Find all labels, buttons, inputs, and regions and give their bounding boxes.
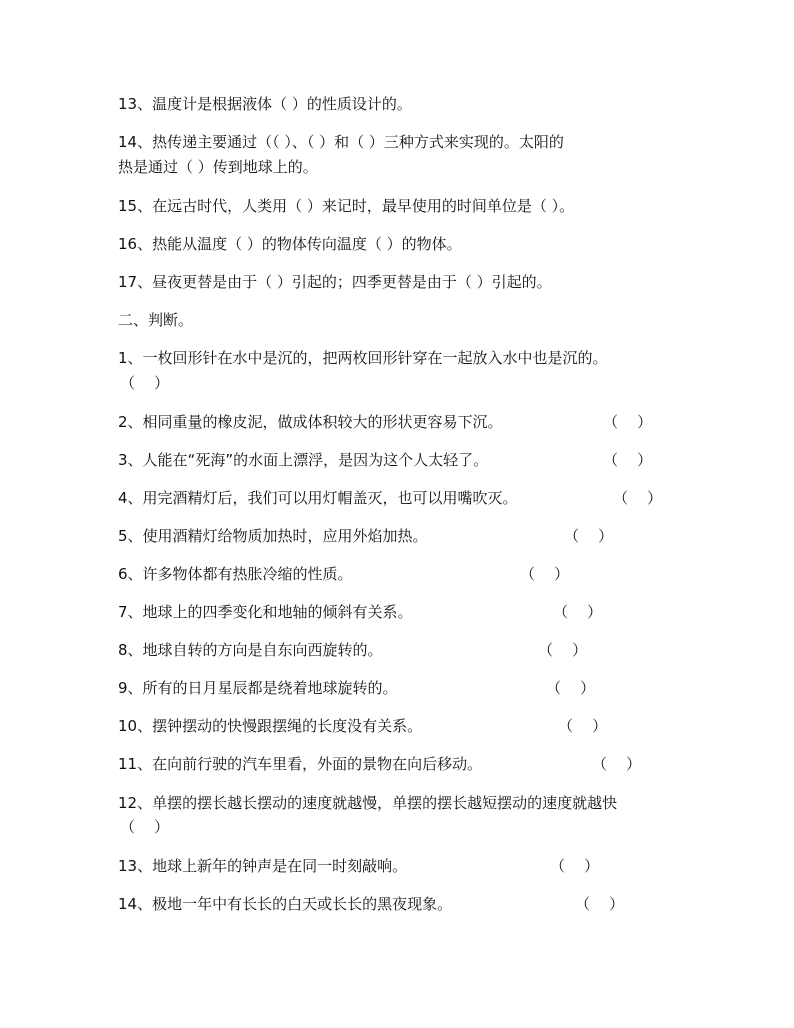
answer-blank-12[interactable]: （ ） (120, 818, 170, 836)
judge-item-9: 9、所有的日月星辰都是绕着地球旋转的。 (118, 679, 398, 697)
judge-item-6: 6、许多物体都有热胀冷缩的性质。 (118, 565, 353, 583)
answer-blank-9[interactable]: （ ） (546, 679, 596, 697)
judge-item-7: 7、地球上的四季变化和地轴的倾斜有关系。 (118, 603, 413, 621)
judge-item-4: 4、用完酒精灯后，我们可以用灯帽盖灭，也可以用嘴吹灭。 (118, 489, 518, 507)
judge-item-3: 3、人能在“死海”的水面上漂浮，是因为这个人太轻了。 (118, 451, 489, 469)
judge-item-14: 14、极地一年中有长长的白天或长长的黑夜现象。 (118, 895, 453, 913)
judge-item-1: 1、一枚回形针在水中是沉的，把两枚回形针穿在一起放入水中也是沉的。 (118, 349, 608, 367)
judge-item-2: 2、相同重量的橡皮泥，做成体积较大的形状更容易下沉。 (118, 413, 503, 431)
answer-blank-10[interactable]: （ ） (558, 717, 608, 735)
judge-item-8: 8、地球自转的方向是自东向西旋转的。 (118, 641, 383, 659)
answer-blank-11[interactable]: （ ） (592, 755, 642, 773)
answer-blank-4[interactable]: （ ） (613, 489, 663, 507)
answer-blank-3[interactable]: （ ） (603, 451, 653, 469)
answer-blank-7[interactable]: （ ） (553, 603, 603, 621)
answer-blank-5[interactable]: （ ） (564, 527, 614, 545)
answer-blank-2[interactable]: （ ） (603, 413, 653, 431)
judge-item-13: 13、地球上新年的钟声是在同一时刻敲响。 (118, 857, 408, 875)
judge-item-12: 12、单摆的摆长越长摆动的速度就越慢，单摆的摆长越短摆动的速度就越快 (118, 794, 618, 812)
answer-blank-13[interactable]: （ ） (550, 857, 600, 875)
answer-blank-1[interactable]: （ ） (120, 374, 170, 392)
fill-item-13: 13、温度计是根据液体（ ）的性质设计的。 (118, 95, 412, 113)
fill-item-16: 16、热能从温度（ ）的物体传向温度（ ）的物体。 (118, 235, 462, 253)
judge-item-11: 11、在向前行驶的汽车里看，外面的景物在向后移动。 (118, 755, 483, 773)
fill-item-14: 14、热传递主要通过（（ ）、（ ）和（ ）三种方式来实现的。太阳的 (118, 133, 564, 151)
answer-blank-14[interactable]: （ ） (575, 895, 625, 913)
fill-item-14-cont: 热是通过（ ）传到地球上的。 (118, 158, 318, 176)
fill-item-15: 15、在远古时代，人类用（ ）来记时，最早使用的时间单位是（ ）。 (118, 197, 575, 215)
answer-blank-6[interactable]: （ ） (520, 565, 570, 583)
section-heading-judge: 二、判断。 (118, 311, 194, 329)
fill-item-17: 17、昼夜更替是由于（ ）引起的；四季更替是由于（ ）引起的。 (118, 273, 552, 291)
judge-item-5: 5、使用酒精灯给物质加热时，应用外焰加热。 (118, 527, 428, 545)
judge-item-10: 10、摆钟摆动的快慢跟摆绳的长度没有关系。 (118, 717, 423, 735)
answer-blank-8[interactable]: （ ） (538, 641, 588, 659)
